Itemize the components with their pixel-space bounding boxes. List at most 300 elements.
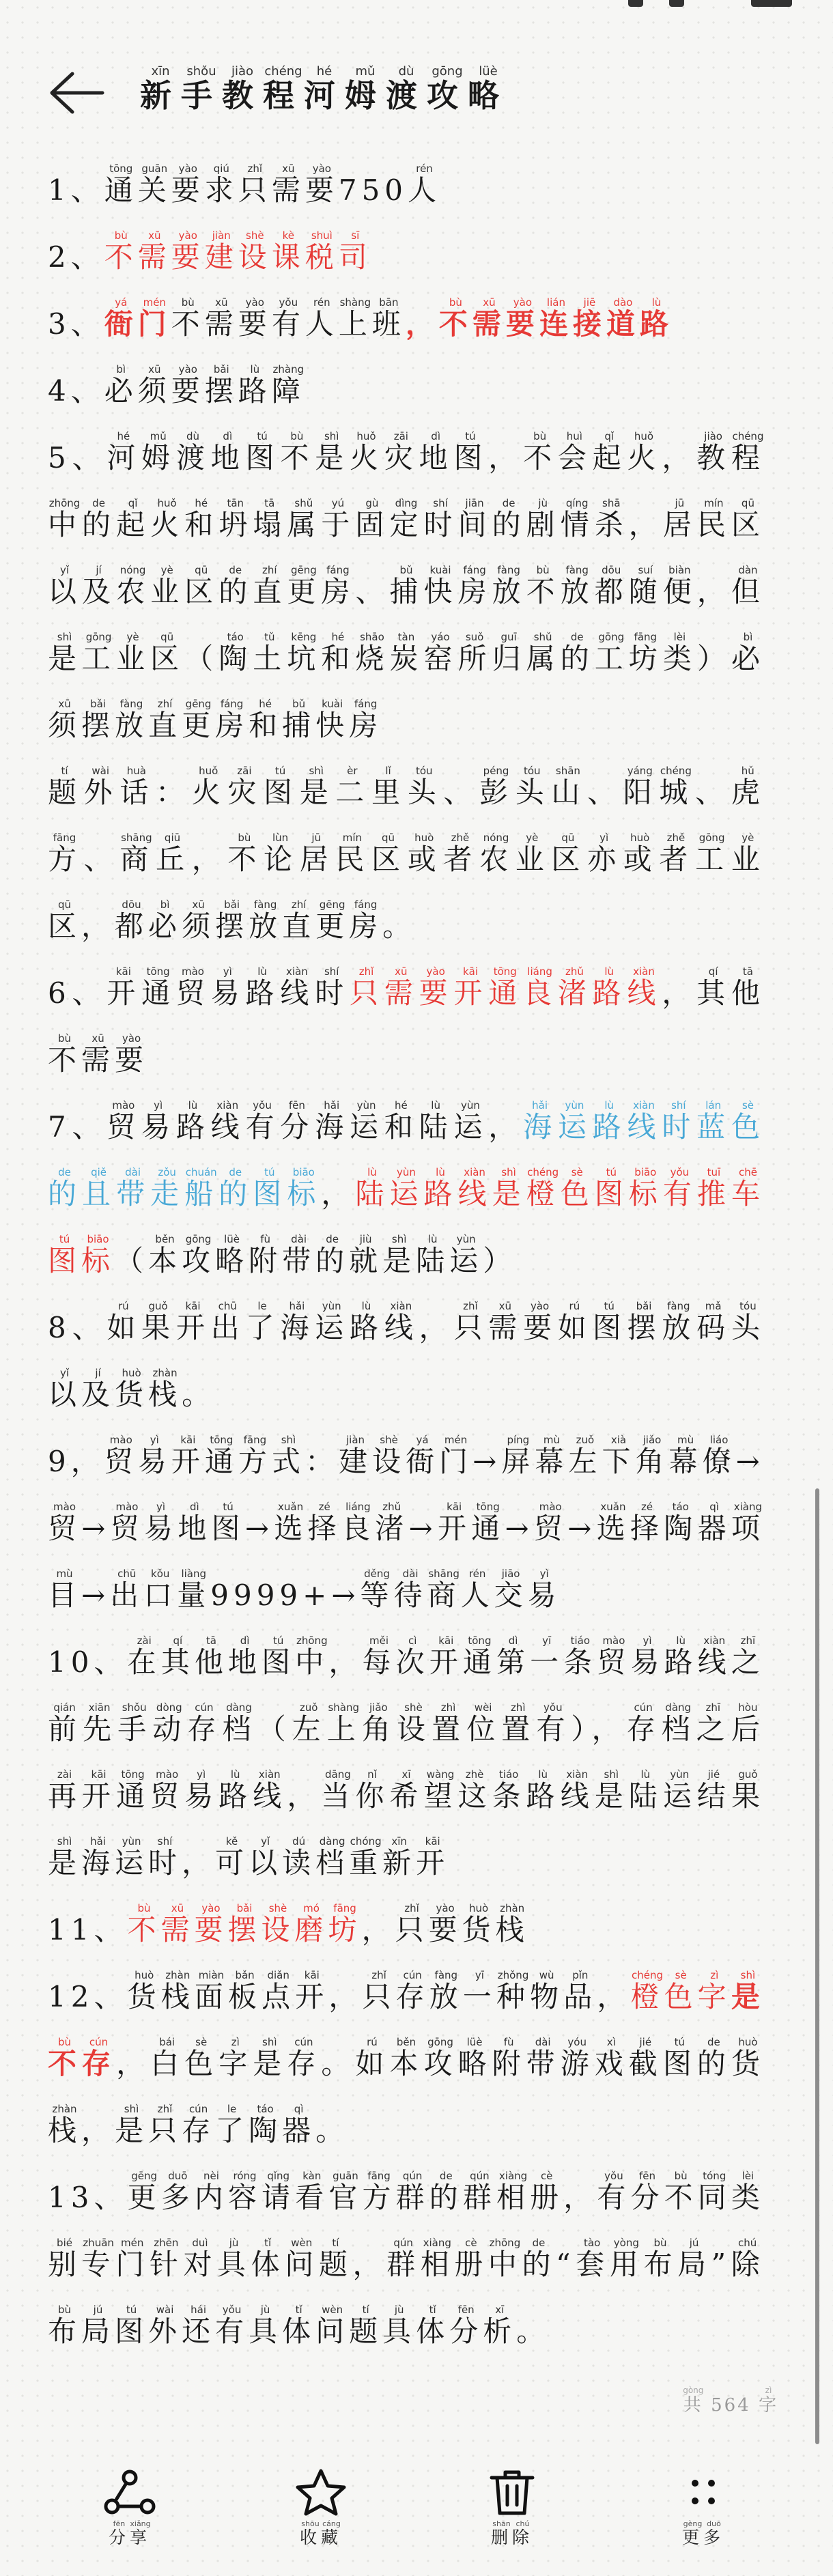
- ruby-char: 果guǒ: [731, 1768, 765, 1813]
- ruby-char: 外wài: [148, 2304, 182, 2348]
- highlight-text: [630, 1969, 731, 2013]
- ruby-char: 更gēng: [287, 564, 322, 608]
- ruby-char: 直zhí: [253, 564, 287, 608]
- ruby-char: 一yī: [530, 1634, 564, 1679]
- ruby-char: 是shì: [731, 1969, 765, 2013]
- ruby-char: 必bì: [104, 363, 138, 408]
- ruby-char: 但dàn: [731, 564, 765, 608]
- ruby-char: 里lǐ: [371, 765, 408, 809]
- ruby-char: 位wèi: [466, 1701, 502, 1746]
- ruby-char: 专zhuān: [81, 2237, 116, 2281]
- ruby-char: 不bù: [127, 1902, 161, 1947]
- ruby-char: 不bù: [280, 430, 315, 475]
- body-text: ，: [191, 843, 228, 876]
- list-item: [48, 157, 765, 224]
- ruby-char: 之zhī: [696, 1701, 731, 1746]
- ruby-char: 通tōng: [204, 1434, 238, 1478]
- ruby-char: 便biàn: [662, 564, 697, 608]
- back-arrow-icon: [48, 66, 109, 120]
- scrollbar[interactable]: [815, 1488, 819, 2444]
- ruby-char: 只zhǐ: [148, 2103, 182, 2147]
- ruby-char: 放fàng: [429, 1969, 463, 2013]
- ruby-char: 攻gōng: [182, 1233, 216, 1277]
- ruby-char: 房fáng: [457, 564, 492, 608]
- ruby-char: 本běn: [389, 2036, 424, 2080]
- ruby-char: 游yóu: [560, 2036, 595, 2080]
- list-item: [48, 224, 765, 291]
- ruby-char: 针zhēn: [149, 2237, 184, 2281]
- ruby-char: 居jū: [299, 832, 336, 876]
- ruby-char: 货huò: [115, 1367, 149, 1411]
- ruby-char: 量liàng: [177, 1568, 211, 1612]
- ruby-char: 交jiāo: [494, 1568, 528, 1612]
- ruby-char: 开kāi: [82, 1768, 117, 1813]
- ruby-char: 二èr: [335, 765, 372, 809]
- ruby-char: 路lù: [175, 1099, 211, 1144]
- ruby-char: 题tí: [48, 765, 84, 809]
- ruby-char: 同tóng: [697, 2170, 731, 2214]
- ruby-char: 读dú: [282, 1835, 316, 1880]
- ruby-char: 贸mào: [597, 1634, 631, 1679]
- ruby-char: 需xū: [160, 1902, 195, 1947]
- ruby-char: 本běn: [148, 1233, 182, 1277]
- ruby-char: 字zì: [758, 2386, 778, 2416]
- ruby-char: 河hé: [304, 64, 345, 114]
- ruby-char: 方fāng: [48, 832, 84, 876]
- list-item: [48, 291, 765, 358]
- body-text: 。: [182, 1378, 216, 1411]
- ruby-char: 关guān: [137, 162, 171, 207]
- ruby-char: 看kàn: [295, 2170, 329, 2214]
- ruby-char: 面miàn: [194, 1969, 229, 2013]
- ruby-char: 民mín: [335, 832, 372, 876]
- body-text: ），: [571, 1712, 627, 1746]
- ruby-char: 海hǎi: [315, 1099, 350, 1144]
- ruby-char: 是shì: [299, 765, 336, 809]
- ruby-char: 只zhǐ: [238, 162, 272, 207]
- body-text: →: [81, 1579, 111, 1612]
- delete-label: [461, 2520, 563, 2549]
- ruby-char: 是shì: [48, 631, 83, 675]
- body-text: [360, 1568, 561, 1612]
- body-text: ，: [287, 1779, 322, 1813]
- ruby-char: 海hǎi: [81, 1835, 115, 1880]
- ruby-char: 者zhě: [659, 832, 696, 876]
- ruby-char: 图tú: [592, 1300, 627, 1344]
- ruby-char: 要yào: [523, 1300, 558, 1344]
- list-item: [48, 1094, 765, 1294]
- ruby-char: 档dàng: [661, 1701, 696, 1746]
- ruby-char: 具jù: [382, 2304, 416, 2348]
- ruby-char: 线xiàn: [384, 1300, 419, 1344]
- ruby-char: 左zuǒ: [568, 1434, 602, 1478]
- ruby-char: 之zhī: [731, 1634, 765, 1679]
- ruby-char: 车chē: [731, 1166, 765, 1211]
- body-text: ，: [328, 1980, 363, 2013]
- body-text: ：: [305, 1445, 339, 1478]
- ruby-char: 路lù: [592, 1099, 627, 1144]
- ruby-char: 业yè: [731, 832, 765, 876]
- ruby-char: 口kǒu: [143, 1568, 178, 1612]
- ruby-char: 项xiàng: [731, 1501, 765, 1545]
- ruby-char: 别bié: [48, 2237, 82, 2281]
- ruby-char: 区qū: [48, 898, 82, 943]
- ruby-char: 火huǒ: [350, 430, 384, 475]
- ruby-char: 炭tàn: [389, 631, 424, 675]
- body-text: [501, 1434, 736, 1478]
- ruby-char: 等děng: [360, 1568, 394, 1612]
- ruby-char: 题tí: [349, 2304, 383, 2348]
- favorite-label: [270, 2520, 372, 2549]
- body-text: [523, 430, 662, 475]
- ruby-char: 只zhǐ: [362, 1969, 396, 2013]
- body-text: [191, 765, 444, 809]
- ruby-char: 色sè: [560, 1166, 595, 1211]
- ruby-char: 存cún: [82, 2036, 117, 2080]
- ruby-char: 析xī: [483, 2304, 517, 2348]
- ruby-char: 存cún: [626, 1701, 662, 1746]
- ruby-char: 果guǒ: [141, 1300, 176, 1344]
- ruby-char: 火huǒ: [150, 497, 185, 541]
- ruby-char: 更gēng: [182, 698, 216, 742]
- body-text: →: [567, 1512, 597, 1545]
- ruby-char: 贸mào: [48, 1501, 82, 1545]
- ruby-char: 橙chéng: [526, 1166, 561, 1211]
- ruby-char: 且qiě: [82, 1166, 117, 1211]
- ruby-char: 渡dù: [175, 430, 211, 475]
- ruby-char: 出chū: [110, 1568, 144, 1612]
- ruby-char: 如rú: [557, 1300, 593, 1344]
- body-text: [395, 1902, 529, 1947]
- body-text: ，: [81, 909, 115, 943]
- ruby-char: 业yè: [150, 564, 185, 608]
- ruby-char: 商shāng: [119, 832, 156, 876]
- ruby-char: 下xià: [602, 1434, 636, 1478]
- ruby-char: 船chuán: [184, 1166, 219, 1211]
- ruby-char: 先xiān: [83, 1701, 118, 1746]
- ruby-char: 除chú: [512, 2519, 534, 2547]
- body-text: [150, 2036, 322, 2080]
- page-title: [140, 66, 509, 134]
- ruby-char: 通tōng: [116, 1768, 151, 1813]
- ruby-char: 民mín: [696, 497, 731, 541]
- ruby-char: 人rén: [305, 296, 339, 341]
- more-dots-icon: [676, 2468, 731, 2516]
- ruby-char: 运yùn: [557, 1099, 593, 1144]
- ruby-char: 有yǒu: [215, 2304, 249, 2348]
- body-text: ，: [352, 2248, 387, 2281]
- ruby-char: 司sī: [338, 229, 372, 274]
- body-text: ，: [321, 1177, 356, 1211]
- ruby-char: 板bǎn: [228, 1969, 262, 2013]
- ruby-char: 共gòng: [683, 2386, 704, 2416]
- ruby-char: 线xiàn: [627, 965, 662, 1010]
- ruby-char: 放fàng: [115, 698, 149, 742]
- ruby-char: 摆bǎi: [81, 698, 115, 742]
- body-text: [575, 2237, 711, 2281]
- ruby-char: 都dōu: [594, 564, 629, 608]
- ruby-char: 建jiàn: [339, 1434, 373, 1478]
- body-text: [119, 832, 192, 876]
- ruby-char: 者zhě: [443, 832, 480, 876]
- ruby-char: 就jiù: [349, 1233, 383, 1277]
- ruby-char: 易yì: [210, 965, 246, 1010]
- ruby-char: 陶táo: [249, 2103, 283, 2147]
- ruby-char: 路lù: [423, 1166, 458, 1211]
- ruby-char: 他tā: [731, 965, 765, 1010]
- body-text: ，: [116, 2047, 151, 2080]
- ruby-char: 图tú: [262, 1634, 296, 1679]
- ruby-char: 是shì: [253, 2036, 287, 2080]
- ruby-char: 内nèi: [194, 2170, 229, 2214]
- ruby-char: 业yè: [515, 832, 552, 876]
- body-text: [107, 430, 489, 475]
- ruby-char: 磨mó: [294, 1902, 328, 1947]
- body-text: [437, 1501, 505, 1545]
- body-text: [48, 1501, 82, 1545]
- ruby-char: 只zhǐ: [395, 1902, 429, 1947]
- ruby-char: 运yùn: [453, 1099, 489, 1144]
- ruby-char: 带dài: [282, 1233, 316, 1277]
- ruby-char: 区qū: [731, 497, 765, 541]
- ruby-char: 要yào: [238, 296, 272, 341]
- ruby-char: 是shì: [48, 1835, 82, 1880]
- body-text: 。: [382, 909, 416, 943]
- list-item: [48, 1294, 765, 1428]
- ruby-char: 线xiàn: [697, 1634, 731, 1679]
- ruby-char: 新xīn: [140, 64, 181, 114]
- body-text: [292, 1701, 571, 1746]
- ruby-char: 坊fāng: [328, 1902, 362, 1947]
- body-text: [623, 765, 696, 809]
- body-text: [389, 564, 697, 608]
- body-text: 、: [83, 843, 120, 876]
- ruby-char: 要yào: [419, 965, 454, 1010]
- ruby-char: 色sè: [731, 1099, 765, 1144]
- ruby-char: 起qǐ: [116, 497, 151, 541]
- body-text: [215, 1835, 450, 1880]
- ruby-char: 在zài: [127, 1634, 161, 1679]
- ruby-char: 待dài: [393, 1568, 427, 1612]
- ruby-char: 海hǎi: [523, 1099, 558, 1144]
- ruby-char: 间jiān: [457, 497, 492, 541]
- ruby-char: 连lián: [539, 296, 573, 341]
- body-text: ，: [81, 2114, 115, 2147]
- share-button[interactable]: [79, 2468, 181, 2549]
- ruby-char: 渚zhǔ: [375, 1501, 409, 1545]
- ruby-char: 式shì: [271, 1434, 305, 1478]
- ruby-char: 设shè: [238, 229, 272, 274]
- ruby-char: 线xiàn: [457, 1166, 492, 1211]
- ruby-char: 货huò: [462, 1902, 496, 1947]
- ruby-char: 体tǐ: [416, 2304, 450, 2348]
- ruby-char: 方fāng: [238, 1434, 272, 1478]
- ruby-char: 路lù: [592, 965, 627, 1010]
- ruby-char: 话huà: [119, 765, 156, 809]
- ruby-char: 区qū: [551, 832, 588, 876]
- ruby-char: 附fù: [492, 2036, 526, 2080]
- ruby-char: 有yǒu: [597, 2170, 631, 2214]
- ruby-char: 有yǒu: [271, 296, 305, 341]
- ruby-char: 和hé: [249, 698, 283, 742]
- ruby-char: 姆mǔ: [345, 64, 386, 114]
- ruby-char: 陆lù: [355, 1166, 390, 1211]
- ruby-char: 开kāi: [416, 1835, 450, 1880]
- ruby-char: 直zhí: [148, 698, 182, 742]
- ruby-char: 每měi: [362, 1634, 396, 1679]
- ruby-char: 白bái: [150, 2036, 185, 2080]
- list-item: [48, 1428, 765, 1629]
- ruby-char: 如rú: [355, 2036, 390, 2080]
- ruby-char: 开kāi: [171, 1434, 205, 1478]
- ruby-char: 是shì: [115, 2103, 149, 2147]
- ruby-char: 一yī: [462, 1969, 497, 2013]
- ruby-char: 通tōng: [471, 1501, 505, 1545]
- ruby-char: 用yòng: [609, 2237, 644, 2281]
- share-label: [79, 2520, 181, 2549]
- ruby-char: 求qiú: [204, 162, 238, 207]
- ruby-char: 开kāi: [175, 1300, 211, 1344]
- ruby-char: 条tiáo: [492, 1768, 526, 1813]
- ruby-char: 放fàng: [492, 564, 526, 608]
- ruby-char: 放fàng: [662, 1300, 697, 1344]
- ruby-char: 坊fāng: [628, 631, 663, 675]
- ruby-char: 摆bǎi: [204, 363, 238, 408]
- ruby-char: 灾zāi: [227, 765, 264, 809]
- more-button[interactable]: [652, 2468, 754, 2549]
- body-text: ，: [182, 1846, 216, 1880]
- ruby-char: 放fàng: [249, 898, 283, 943]
- ruby-char: 字zì: [218, 2036, 253, 2080]
- ruby-char: 后hòu: [731, 1701, 765, 1746]
- ruby-char: 摆bǎi: [215, 898, 249, 943]
- ruby-char: 更gēng: [127, 2170, 161, 2214]
- ruby-char: 结jié: [696, 1768, 731, 1813]
- ruby-char: 具jù: [217, 2237, 251, 2281]
- body-text: [115, 2103, 316, 2147]
- ruby-char: 还hái: [182, 2304, 216, 2348]
- ruby-char: 要yào: [194, 1902, 228, 1947]
- body-text: [148, 1233, 483, 1277]
- favorite-button[interactable]: [270, 2468, 372, 2549]
- ruby-char: 望wàng: [423, 1768, 458, 1813]
- body-text: 2、: [48, 240, 104, 274]
- ruby-char: 归guī: [492, 631, 526, 675]
- ruby-char: 存cún: [395, 1969, 429, 2013]
- highlight-text: [104, 229, 372, 274]
- ruby-char: 攻gōng: [427, 64, 468, 114]
- ruby-char: 于yú: [321, 497, 356, 541]
- ruby-char: 地dì: [419, 430, 454, 475]
- ruby-char: 方fāng: [362, 2170, 396, 2214]
- ruby-char: 存cún: [287, 2036, 322, 2080]
- list-item: [48, 358, 765, 425]
- ruby-char: 出chū: [210, 1300, 246, 1344]
- ruby-char: 更gēng: [315, 898, 350, 943]
- ruby-char: 运yùn: [662, 1768, 697, 1813]
- ruby-char: 外wài: [83, 765, 120, 809]
- ruby-char: 通tōng: [104, 162, 138, 207]
- ruby-char: 的de: [218, 564, 253, 608]
- ruby-char: 头tóu: [407, 765, 444, 809]
- ruby-char: 设shè: [396, 1701, 432, 1746]
- body-text: [339, 1434, 473, 1478]
- ruby-char: 灾zāi: [384, 430, 419, 475]
- body-text: [408, 162, 442, 207]
- ruby-char: 他tā: [194, 1634, 229, 1679]
- body-text: →: [408, 1512, 438, 1545]
- ruby-char: 陆lù: [628, 1768, 663, 1813]
- ruby-char: 是shì: [315, 430, 350, 475]
- body-text: [127, 2170, 564, 2214]
- ruby-char: 设shè: [372, 1434, 406, 1478]
- ruby-char: 局jú: [677, 2237, 711, 2281]
- ruby-char: 人rén: [460, 1568, 494, 1612]
- ruby-char: 手shǒu: [181, 64, 222, 114]
- ruby-char: 运yùn: [389, 1166, 424, 1211]
- ruby-char: 的de: [315, 1233, 350, 1277]
- delete-button[interactable]: [461, 2468, 563, 2549]
- body-text: →: [735, 1445, 765, 1478]
- ruby-char: 图tú: [253, 1166, 287, 1211]
- body-text: 10、: [48, 1645, 128, 1679]
- ruby-char: 时shí: [423, 497, 458, 541]
- ruby-char: 器qì: [282, 2103, 316, 2147]
- ruby-char: 线xiàn: [280, 965, 315, 1010]
- ruby-char: 的de: [522, 2237, 556, 2281]
- ruby-char: 固gù: [355, 497, 390, 541]
- word-count-value: 564: [711, 2395, 751, 2416]
- ruby-char: 标biāo: [81, 1233, 115, 1277]
- ruby-char: 及jí: [81, 1367, 115, 1411]
- ruby-char: 要yào: [428, 1902, 462, 1947]
- ruby-char: 摆bǎi: [627, 1300, 662, 1344]
- article-body: [48, 157, 765, 2365]
- ruby-char: 道dào: [606, 296, 640, 341]
- highlight-text: [350, 965, 662, 1010]
- ruby-char: 要yào: [305, 162, 339, 207]
- ruby-char: 中zhōng: [295, 1634, 329, 1679]
- ruby-char: 略lüè: [457, 2036, 492, 2080]
- ruby-char: 的de: [429, 2170, 463, 2214]
- ruby-char: 线xiàn: [210, 1099, 246, 1144]
- ruby-char: 有yǒu: [245, 1099, 281, 1144]
- back-button[interactable]: [48, 66, 109, 120]
- ruby-char: 易yì: [630, 1634, 664, 1679]
- ruby-char: 路lù: [238, 363, 272, 408]
- ruby-char: 的de: [492, 497, 526, 541]
- ruby-char: 手shǒu: [117, 1701, 153, 1746]
- ruby-char: 路lù: [526, 1768, 561, 1813]
- ruby-char: 路lù: [350, 1300, 384, 1344]
- ruby-char: 请qǐng: [262, 2170, 296, 2214]
- ruby-char: 障zhàng: [271, 363, 305, 408]
- ruby-char: 烧shāo: [355, 631, 390, 675]
- ruby-char: 线xiàn: [560, 1768, 595, 1813]
- body-text: [386, 2237, 556, 2281]
- ruby-char: 标biāo: [628, 1166, 663, 1211]
- ruby-char: 是shì: [492, 1166, 526, 1211]
- body-text: [171, 296, 406, 341]
- ruby-char: 需xū: [81, 1032, 115, 1077]
- ruby-char: 前qián: [48, 1701, 83, 1746]
- body-text: [107, 1099, 489, 1144]
- body-text: [218, 631, 697, 675]
- ruby-char: 不bù: [104, 229, 138, 274]
- ruby-char: 必bì: [731, 631, 765, 675]
- ruby-char: 门mén: [439, 1434, 473, 1478]
- ruby-char: 海hǎi: [280, 1300, 315, 1344]
